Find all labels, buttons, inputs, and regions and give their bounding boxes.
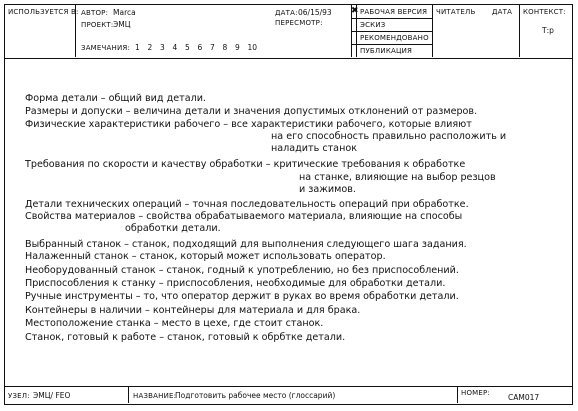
- used-in-label: ИСПОЛЬЗУЕТСЯ В:: [8, 8, 79, 16]
- glossary-line: Свойства материалов – свойства обрабатываемого материала, влияющие на способы: [25, 211, 463, 222]
- glossary-line: Требования по скорости и качеству обработки – критические требования к обработке: [25, 159, 466, 170]
- node-value: ЭМЦ/ FEO: [33, 391, 71, 400]
- glossary-line: Форма детали – общий вид детали.: [25, 93, 206, 104]
- glossary-line: на его способность правильно расположить и: [271, 131, 507, 142]
- status-checkbox: [351, 31, 357, 44]
- header-divider: [432, 5, 433, 57]
- notes-label: ЗАМЕЧАНИЯ:: [81, 44, 131, 52]
- form-header: [5, 5, 572, 59]
- glossary-line: Необорудованный станок – станок, годный к употреблению, но без приспособлений.: [25, 265, 459, 276]
- note-number: 8: [222, 43, 228, 52]
- author-value: Marca: [113, 8, 136, 17]
- glossary-line: на станке, влияющие на выбор резцов: [299, 172, 496, 183]
- glossary-line: Размеры и допуски – величина детали и значения допустимых отклонений от размеров.: [25, 106, 478, 117]
- note-number: 10: [247, 43, 258, 52]
- footer-divider: [457, 387, 458, 403]
- glossary-line: Приспособления к станку – приспособления, необходимые для обработки детали.: [25, 278, 446, 289]
- status-checkbox: [351, 18, 357, 31]
- note-number: 2: [147, 43, 153, 52]
- status-row-divider: [351, 44, 432, 45]
- glossary-line: обработки детали.: [125, 223, 221, 234]
- node-label: УЗЕЛ:: [8, 392, 30, 400]
- glossary-line: Ручные инструменты – то, что оператор держит в руках во время обработки детали.: [25, 291, 459, 302]
- glossary-line: Станок, готовый к работе – станок, готовый к обрбтке детали.: [25, 332, 346, 343]
- status-checkbox: [351, 5, 357, 18]
- status-label: ПУБЛИКАЦИЯ: [360, 47, 413, 55]
- status-checkbox: [351, 44, 357, 57]
- note-number: 9: [235, 43, 240, 52]
- glossary-line: Детали технических операций – точная последовательность операций при обработке.: [25, 199, 469, 210]
- context-value: Т:р: [542, 26, 554, 35]
- form-footer: [5, 386, 572, 404]
- project-value: ЭМЦ: [113, 20, 131, 29]
- status-row-divider: [351, 18, 432, 19]
- glossary-line: Местоположение станка – место в цехе, где стоит станок.: [25, 318, 324, 329]
- glossary-line: Контейнеры в наличии – контейнеры для материала и для брака.: [25, 305, 361, 316]
- glossary-line: и зажимов.: [299, 184, 356, 195]
- author-label: АВТОР:: [81, 9, 109, 17]
- reader-label: ЧИТАТЕЛЬ: [436, 8, 476, 16]
- glossary-line: Налаженный станок – станок, который может использовать оператор.: [25, 251, 386, 262]
- note-number: 7: [210, 43, 215, 52]
- status-label: ЭСКИЗ: [360, 21, 386, 29]
- revision-label: ПЕРЕСМОТР:: [275, 19, 323, 27]
- status-label: РАБОЧАЯ ВЕРСИЯ: [360, 8, 428, 16]
- glossary-line: Физические характеристики рабочего – все характеристики рабочего, которые влияют: [25, 119, 472, 130]
- note-number: 1: [135, 43, 140, 52]
- glossary-line: Выбранный станок – станок, подходящий для выполнения следующего шага задания.: [25, 239, 467, 250]
- project-label: ПРОЕКТ:: [81, 21, 114, 29]
- date-value: 06/15/93: [298, 8, 332, 17]
- context-label: КОНТЕКСТ:: [523, 8, 566, 16]
- note-number: 5: [185, 43, 190, 52]
- header-divider: [519, 5, 520, 57]
- status-row-divider: [351, 31, 432, 32]
- glossary-line: наладить станок: [271, 143, 358, 154]
- note-number: 4: [172, 43, 178, 52]
- number-label: НОМЕР:: [461, 389, 491, 397]
- note-number: 6: [197, 43, 203, 52]
- reader-date-label: ДАТА: [492, 8, 513, 16]
- diagram-form-frame: [4, 4, 573, 405]
- title-value: Подготовить рабочее место (глоссарий): [175, 391, 336, 400]
- checkmark-icon: ✖: [351, 6, 359, 16]
- date-label: ДАТА:: [275, 9, 298, 17]
- note-number: 3: [160, 43, 165, 52]
- footer-divider: [128, 387, 129, 403]
- number-value: САМ017: [508, 393, 540, 402]
- status-rows: [351, 5, 432, 57]
- title-label: НАЗВАНИЕ:: [133, 392, 177, 400]
- status-label: РЕКОМЕНДОВАНО: [360, 34, 429, 42]
